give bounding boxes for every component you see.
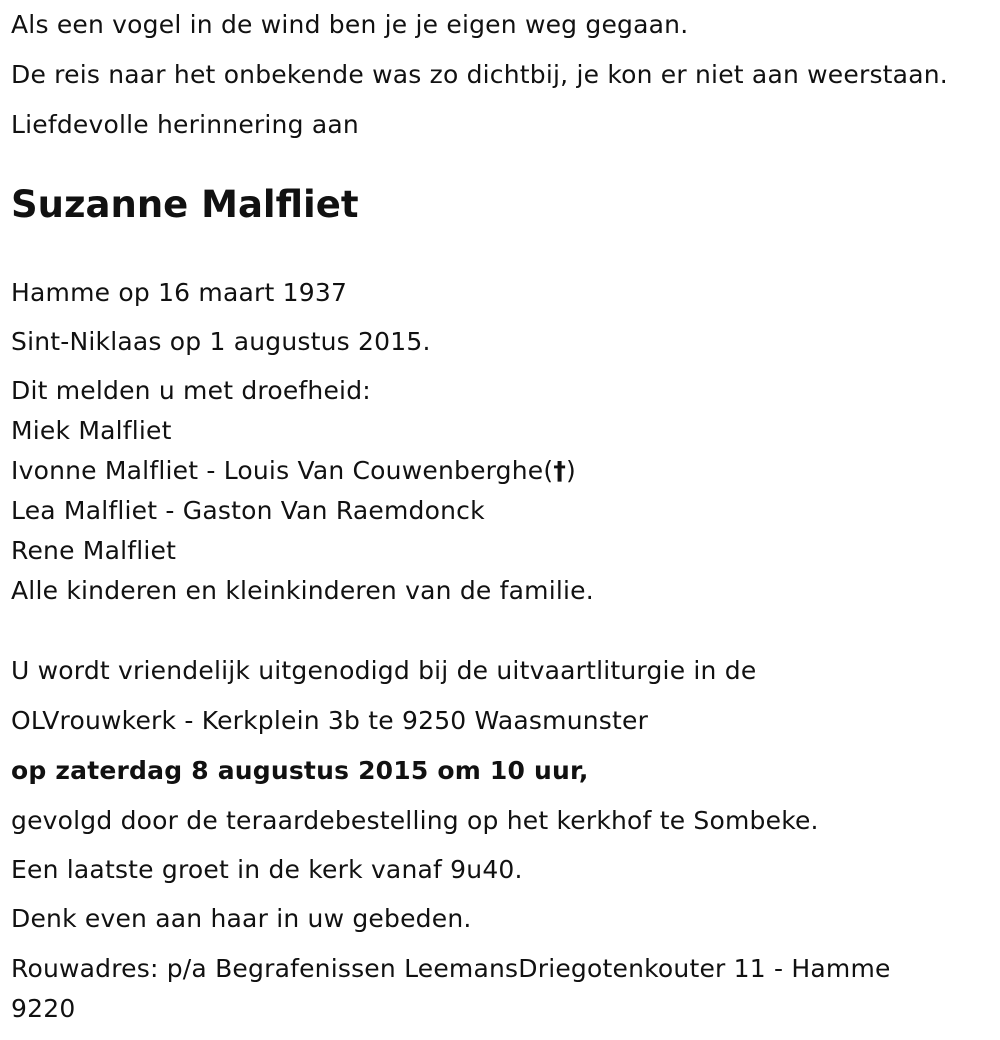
deceased-name: Suzanne Malfliet <box>11 183 359 226</box>
ceremony-greeting: Een laatste groet in de kerk vanaf 9u40. <box>11 855 523 884</box>
birth-info: Hamme op 16 maart 1937 <box>11 278 348 307</box>
family-member: Alle kinderen en kleinkinderen van de familie. <box>11 576 594 605</box>
ceremony-location: OLVrouwkerk - Kerkplein 3b te 9250 Waasmunster <box>11 706 649 735</box>
family-member-text: Ivonne Malfliet - Louis Van Couwenberghe( <box>11 456 554 485</box>
ceremony-invite: U wordt vriendelijk uitgenodigd bij de uitvaartliturgie in de <box>11 656 757 685</box>
cross-icon: † <box>553 456 567 485</box>
death-info: Sint-Niklaas op 1 augustus 2015. <box>11 327 431 356</box>
family-header: Dit melden u met droefheid: <box>11 376 371 405</box>
intro-text: Liefdevolle herinnering aan <box>11 110 359 139</box>
family-member: Rene Malfliet <box>11 536 177 565</box>
address-line-2: 9220 <box>11 994 76 1023</box>
poem-line-1: Als een vogel in de wind ben je je eigen weg gegaan. <box>11 10 689 39</box>
poem-line-2: De reis naar het onbekende was zo dichtbij, je kon er niet aan weerstaan. <box>11 60 948 89</box>
family-member <box>11 456 576 486</box>
cross-close-paren: ) <box>566 456 577 485</box>
address-line-1: Rouwadres: p/a Begrafenissen LeemansDriegotenkouter 11 - Hamme <box>11 954 891 983</box>
family-member: Lea Malfliet - Gaston Van Raemdonck <box>11 496 485 525</box>
ceremony-followed: gevolgd door de teraardebestelling op het kerkhof te Sombeke. <box>11 806 819 835</box>
ceremony-prayer: Denk even aan haar in uw gebeden. <box>11 904 472 933</box>
family-member: Miek Malfliet <box>11 416 172 445</box>
ceremony-datetime: op zaterdag 8 augustus 2015 om 10 uur, <box>11 756 589 785</box>
